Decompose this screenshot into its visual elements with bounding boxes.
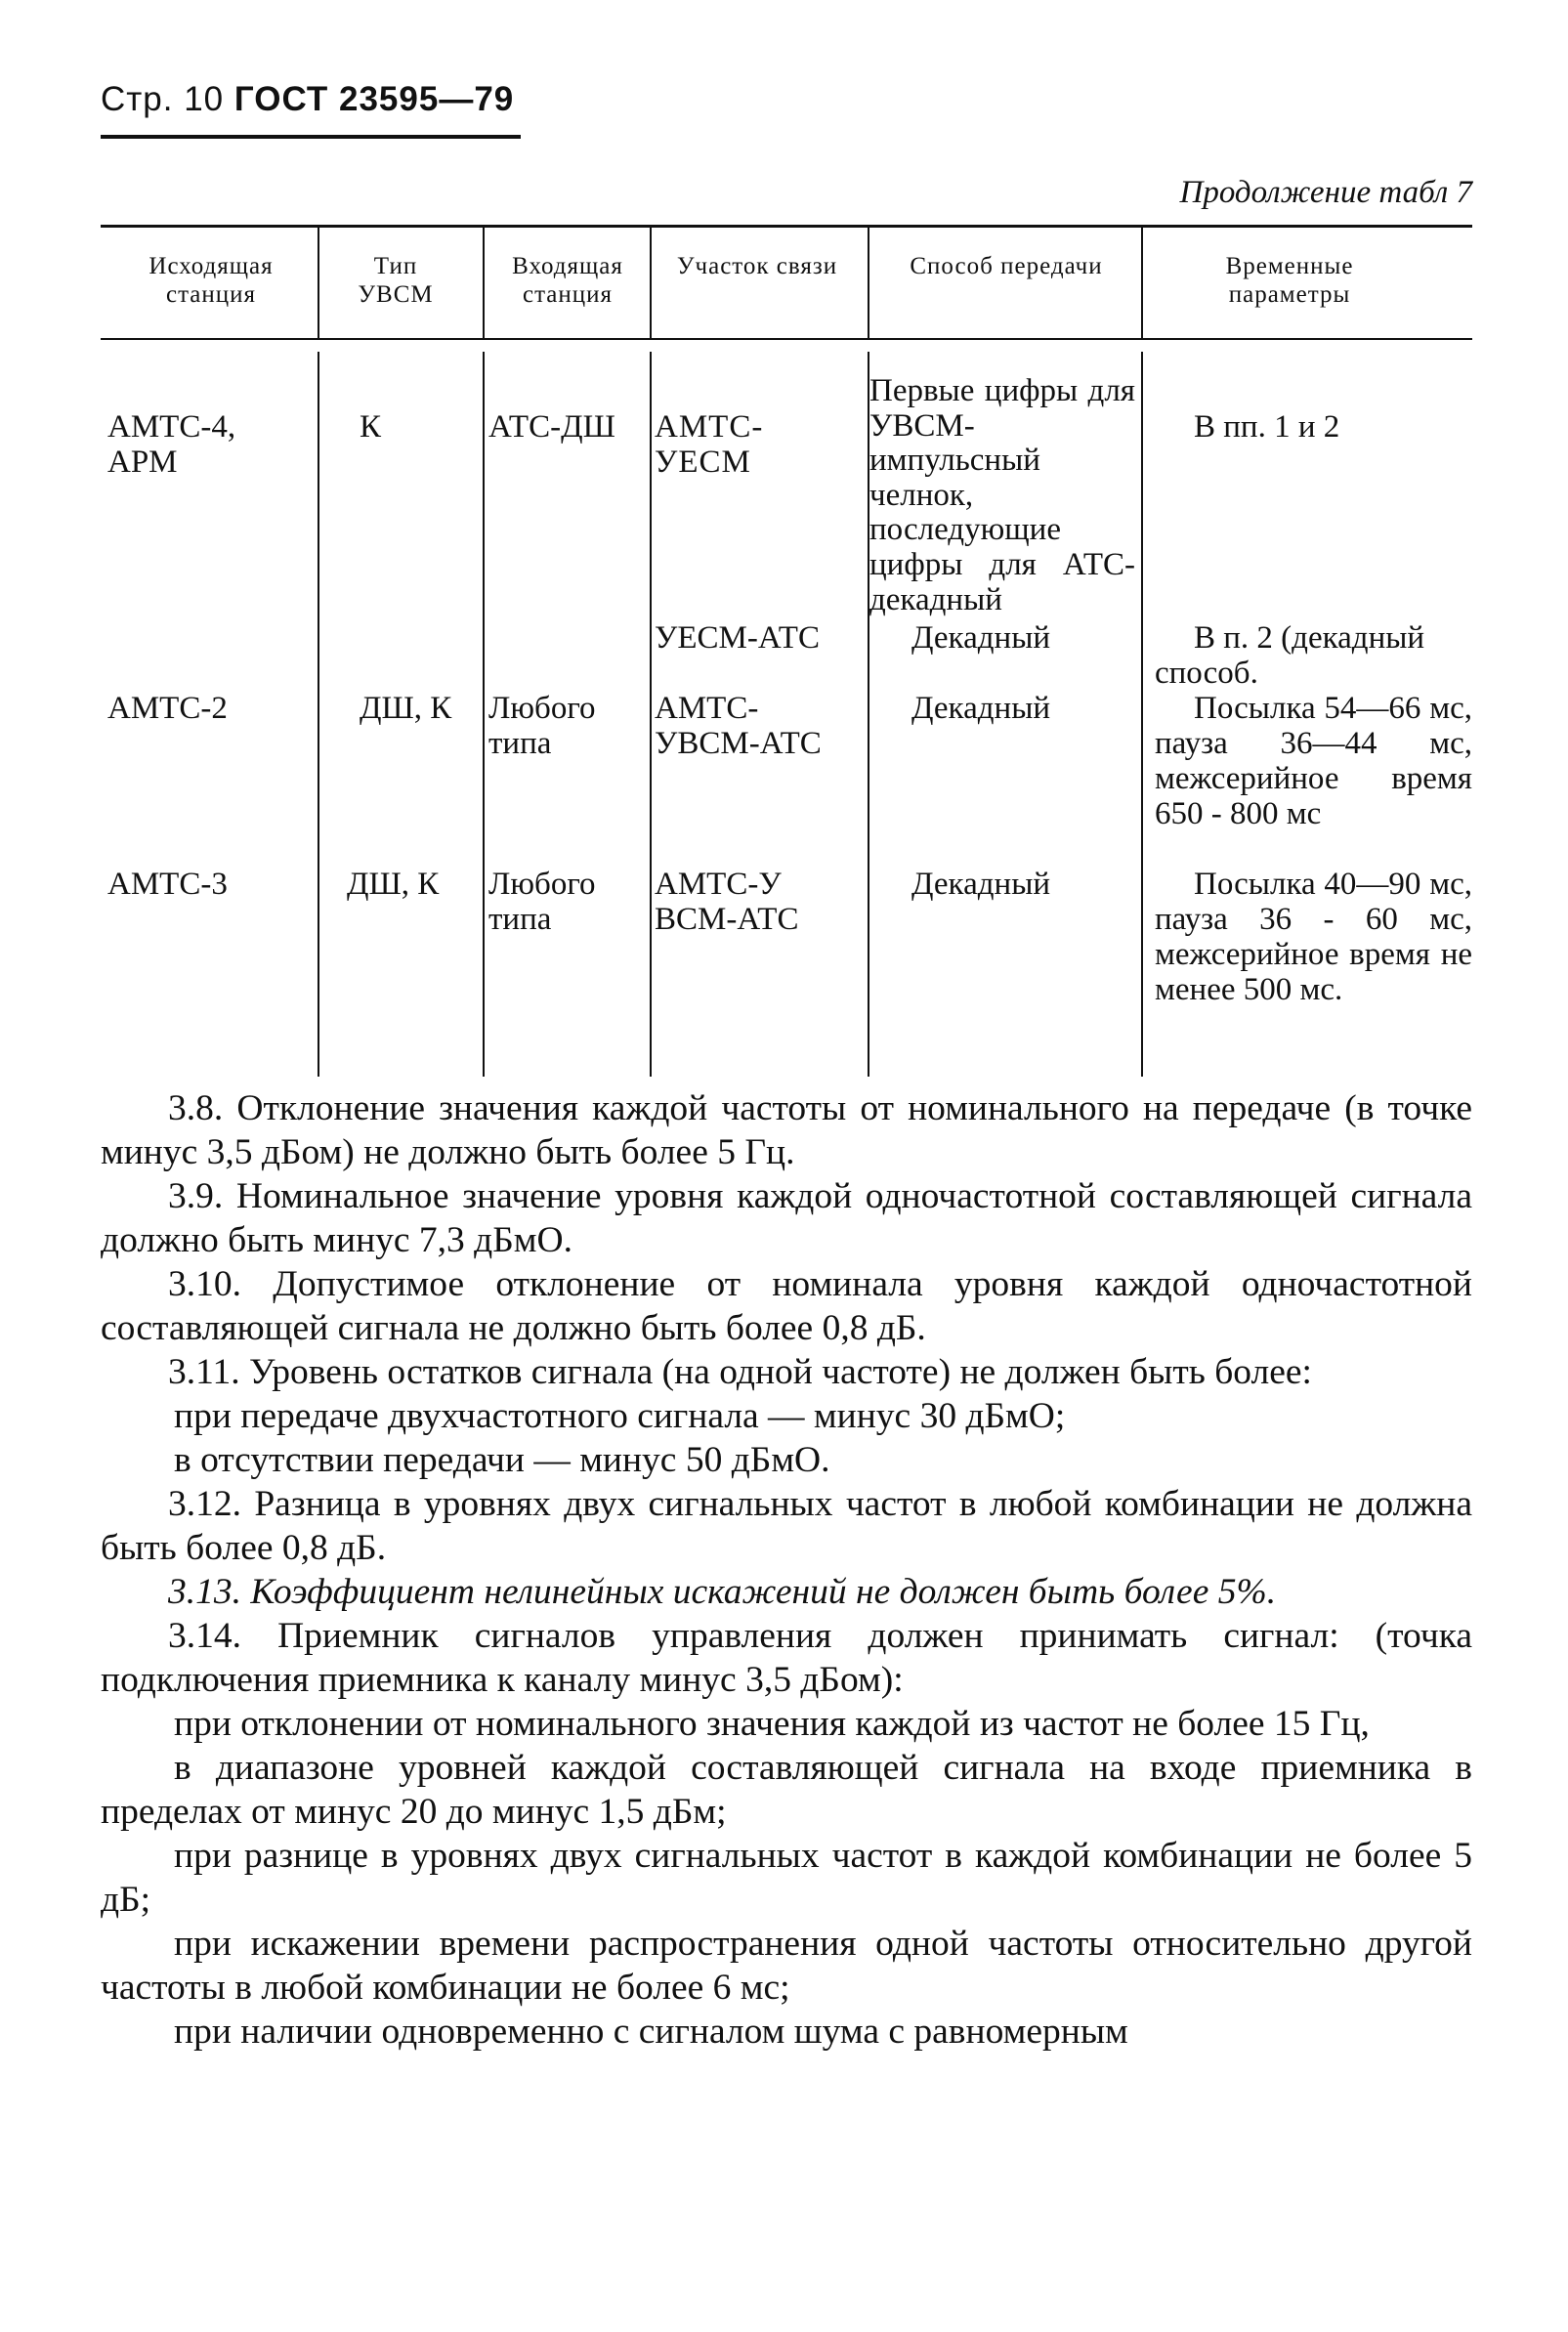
table-cell-incoming: Любого типа	[488, 691, 596, 761]
table-cell-type: К	[360, 409, 382, 445]
table-cell-incoming: АТС-ДШ	[488, 409, 615, 445]
table-cell-section: АМТС-УВСМ-АТС	[655, 691, 822, 761]
header-divider	[868, 227, 869, 338]
paragraph-3-12: 3.12. Разница в уровнях двух сигнальных частот в любой комбинации не должна быть более 0,8 дБ.	[101, 1484, 1472, 1568]
paragraph-3-11-item: при передаче двухчастотного сигнала — минус 30 дБмО;	[174, 1396, 1066, 1436]
paragraph-3-14-item: при отклонении от номинального значения каждой из частот не более 15 Гц,	[174, 1704, 1370, 1744]
paragraph-3-11: 3.11. Уровень остатков сигнала (на одной частоте) не должен быть более:	[168, 1352, 1312, 1392]
table-cell-params: Посылка 54—66 мс, пауза 36—44 мс, межсерийное время 650 - 800 мс	[1155, 691, 1472, 831]
table-cell-params: В п. 2 (декадный способ.	[1155, 620, 1425, 691]
page-number-label: Стр. 10	[101, 80, 225, 118]
table-cell-source: АМТС-3	[107, 867, 228, 902]
table-cell-method: Декадный	[911, 867, 1051, 902]
paragraph-3-14-item: при наличии одновременно с сигналом шума с равномерным	[174, 2012, 1128, 2052]
table-cell-section: УЕСМ-АТС	[655, 620, 820, 656]
paragraph-3-14-item: при искажении времени распространения одной частоты относительно другой частоты в любой комбинации не более 6 мс;	[101, 1924, 1472, 2008]
table-cell-type: ДШ, К	[347, 867, 440, 902]
header-divider	[318, 227, 319, 338]
paragraph-3-8: 3.8. Отклонение значения каждой частоты от номинального на передаче (в точке минус 3,5 дБом) не должно быть более 5 Гц.	[101, 1088, 1472, 1172]
paragraph-3-14-item: при разнице в уровнях двух сигнальных частот в каждой комбинации не более 5 дБ;	[101, 1836, 1472, 1920]
column-divider	[1141, 352, 1143, 1077]
column-header-method: Способ передачи	[910, 253, 1103, 279]
column-divider	[483, 352, 485, 1077]
paragraph-3-14: 3.14. Приемник сигналов управления должен принимать сигнал: (точка подключения приемника к каналу минус 3,5 дБом):	[101, 1616, 1472, 1700]
table-cell-params: В пп. 1 и 2	[1194, 409, 1340, 445]
table-cell-type: ДШ, К	[360, 691, 452, 726]
paragraph-3-13: 3.13. Коэффициент нелинейных искажений не должен быть более 5%.	[168, 1572, 1277, 1612]
table-header-rule	[101, 338, 1472, 340]
column-header-source: Исходящая станция	[148, 253, 274, 308]
column-header-type: Тип УВСМ	[358, 253, 434, 308]
table-cell-source: АМТС-2	[107, 691, 228, 726]
table-cell-method: Первые цифры для УВСМ-импульсный челнок, последующие цифры для АТС-декадный	[869, 373, 1135, 617]
header-divider	[1141, 227, 1143, 338]
table-cell-section: АМТС-У ВСМ-АТС	[655, 867, 799, 937]
table-cell-source: АМТС-4, АРМ	[107, 409, 236, 480]
column-header-incoming: Входящая станция	[512, 253, 623, 308]
paragraph-3-11-item: в отсутствии передачи — минус 50 дБмО.	[174, 1440, 830, 1480]
paragraph-3-9: 3.9. Номинальное значение уровня каждой одночастотной составляющей сигнала должно быть минус 7,3 дБмО.	[101, 1176, 1472, 1260]
header-divider	[483, 227, 485, 338]
table-cell-method: Декадный	[911, 691, 1051, 726]
standard-number: ГОСТ 23595—79	[233, 80, 515, 118]
column-header-section: Участок связи	[676, 253, 838, 279]
header-rule	[101, 135, 521, 139]
column-divider	[650, 352, 652, 1077]
table-cell-incoming: Любого типа	[488, 867, 596, 937]
table-cell-method: Декадный	[911, 620, 1051, 656]
table-continuation-label: Продолжение табл 7	[1179, 175, 1472, 210]
paragraph-3-10: 3.10. Допустимое отклонение от номинала уровня каждой одночастотной составляющей сигнала не должно быть более 0,8 дБ.	[101, 1264, 1472, 1348]
body-text	[101, 1086, 1472, 2054]
table-cell-section: АМТС-УЕСМ	[655, 409, 764, 480]
column-header-params: Временные параметры	[1225, 253, 1354, 308]
table-cell-params: Посылка 40—90 мс, пауза 36 - 60 мс, межсерийное время не менее 500 мс.	[1155, 867, 1472, 1007]
column-divider	[318, 352, 319, 1077]
running-header	[101, 80, 514, 119]
header-divider	[650, 227, 652, 338]
table-top-rule	[101, 225, 1472, 228]
paragraph-3-14-item: в диапазоне уровней каждой составляющей сигнала на входе приемника в пределах от минус 20 до минус 1,5 дБм;	[101, 1748, 1472, 1832]
